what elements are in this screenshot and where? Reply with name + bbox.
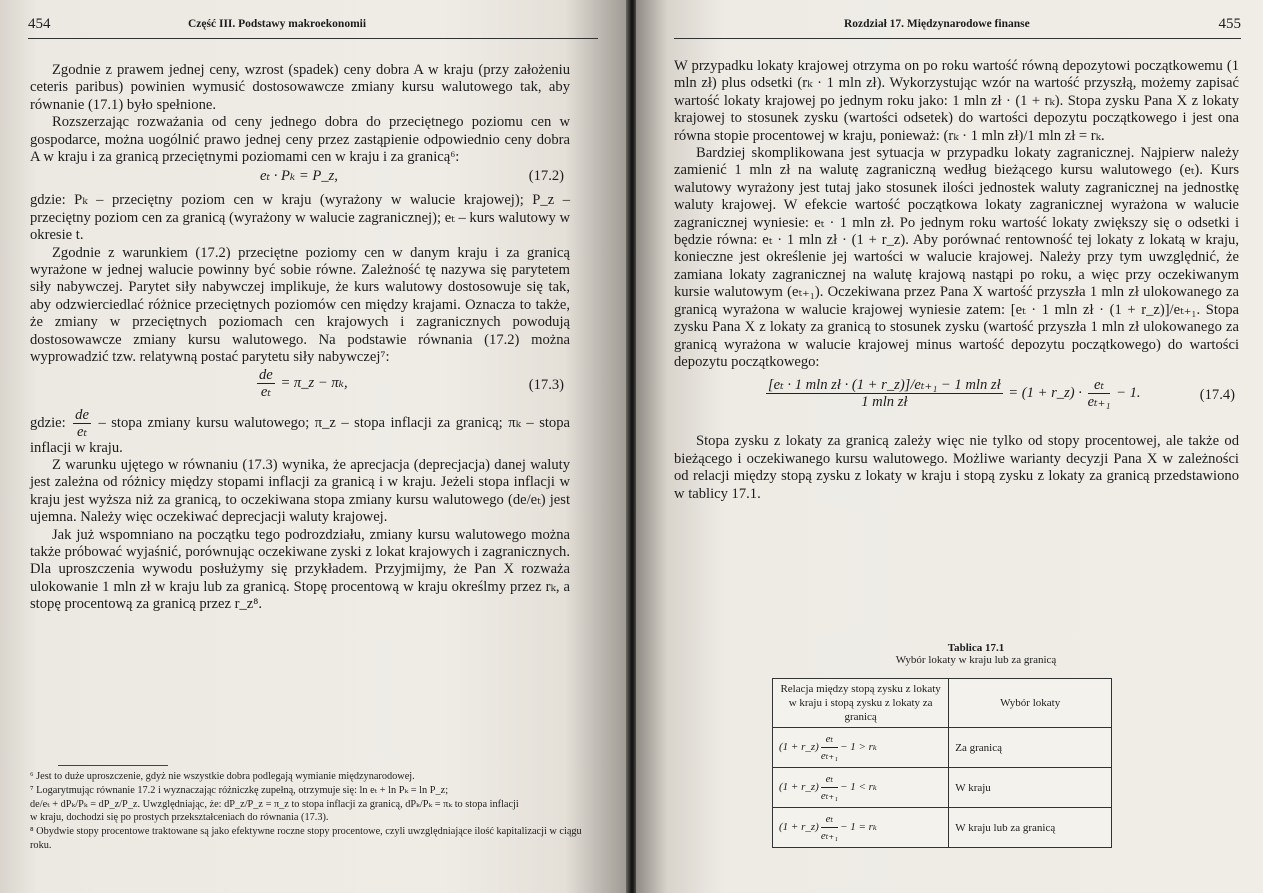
left-running-header — [28, 16, 598, 39]
right-header-title: Rozdział 17. Międzynarodowe finanse — [844, 18, 1030, 30]
table-cell-relation: (1 + r_z) $\frac{\text{eₜ}}{\text{eₜ₊₁}}$ − 1 > rₖ — [773, 728, 949, 768]
left-paragraph-4: Zgodnie z warunkiem (17.2) przeciętne poziomy cen w danym kraju i za granicą wyrażone w jednej walucie powinny być sobie równe. Zależność tę nazywa się parytetem siły nabywczej. Parytet siły nabywczej implikuje, że kurs walutowy dostosowuje się tak, aby odzwierciedlać różnice przeciętnych poziomów cen między krajami. Oznacza to także, że zmiany w przeciętnych poziomach cen krajowych i zagranicznych powodują dostosowawcze zmiany kursu walutowego. Na podstawie równania (17.2) można wyprowadzić tzw. relatywną postać parytetu siły nabywczej⁷: — [30, 244, 570, 366]
table-cell-relation: (1 + r_z) $\frac{\text{eₜ}}{\text{eₜ₊₁}}$ − 1 < rₖ — [773, 768, 949, 808]
table-cell-choice: W kraju — [949, 768, 1112, 808]
inline-fraction-de-et: $\frac{de}{\text{eₜ}}$ — [75, 406, 89, 440]
footnote-rule — [58, 765, 168, 766]
equation-17-4-main-fraction: $\frac{\text{[eₜ · 1 mln zł · (1 + r\_z)]/eₜ₊₁ − 1 mln zł}}{\text{1 mln zł}}$ — [768, 377, 1001, 411]
table-17-1 — [772, 678, 1112, 848]
equation-17-4-label: (17.4) — [1199, 387, 1235, 404]
table-17-1-label: Tablica 17.1 — [947, 642, 1005, 654]
equation-17-3-fraction: $\frac{de}{\text{eₜ}}$ — [259, 366, 273, 400]
left-header-title: Część III. Podstawy makroekonomii — [188, 18, 367, 30]
table-row — [773, 768, 1112, 808]
right-page-number: 455 — [1218, 16, 1241, 32]
left-paragraph-5: gdzie: $\frac{de}{\text{eₜ}}$ – stopa zmiany kursu walutowego; π_z – stopa inflacji za granicą; πₖ – stopa inflacji w kraju. — [30, 406, 570, 456]
equation-17-2-body: eₜ · Pₖ = P_z, — [260, 168, 338, 185]
footnote-6: ⁶ Jest to duże uproszczenie, gdyż nie wszystkie dobra podlegają wymianie międzynarodowej. — [30, 771, 415, 782]
left-page-number: 454 — [28, 16, 51, 32]
footnote-7-line-2: de/eₜ + dPₖ/Pₖ = dP_z/P_z. Uwzględniając, że: dP_z/P_z = π_z to stopa inflacji za granicą, dPₖ/Pₖ = πₖ to stopa inflacji — [30, 798, 519, 810]
left-paragraph-1: Zgodnie z prawem jednej ceny, wzrost (spadek) ceny dobra A w kraju (przy założeniu ceteris paribus) powinien wymusić dostosowawcze zmiany kursu walutowego tak, aby równanie (17.1) było spełnione. — [30, 62, 570, 113]
table-row — [773, 808, 1112, 848]
footnote-8: ⁸ Obydwie stopy procentowe traktowane są jako efektywne roczne stopy procentowe, czyli uwzględniające ilość kapitalizacji w ciągu roku. — [30, 826, 582, 851]
table-cell-choice: Za granicą — [949, 728, 1112, 768]
table-cell-relation: (1 + r_z) $\frac{\text{eₜ}}{\text{eₜ₊₁}}$ − 1 = rₖ — [773, 808, 949, 848]
left-page — [0, 0, 628, 893]
equation-17-2 — [30, 166, 570, 192]
left-paragraph-7: Jak już wspomniano na początku tego podrozdziału, zmiany kursu walutowego można także próbować wyjaśnić, porównując oczekiwane zyski z lokat krajowych i zagranicznych. Dla uproszczenia wywodu posłużymy się przykładem. Przyjmijmy, że Pan X rozważa ulokowanie 1 mln zł w kraju lub za granicą. Stopę procentową w kraju określmy przez rₖ, a stopę procentową za granicą przez r_z⁸. — [30, 526, 570, 613]
equation-17-3-label: (17.3) — [528, 376, 564, 393]
equation-17-4: $\frac{\text{[eₜ · 1 mln zł · (1 + r\_z)]/eₜ₊₁ − 1 mln zł}}{\text{1 mln zł}}$ = (1 + r_z) · $\frac{\text{eₜ}}{\text{eₜ₊₁}}$ − 1. (17.4) — [768, 377, 1235, 411]
right-paragraph-2: Bardziej skomplikowana jest sytuacja w przypadku lokaty zagranicznej. Najpierw należy zamienić 1 mln zł na walutę zagraniczną według bieżącego kursu walutowego (eₜ). Kurs walutowy wyrażony jest tutaj jako stosunek ilości jednostek waluty zagranicznej na jednostkę waluty krajowej. W efekcie wartość początkowa lokaty zagranicznej wyrażona w walucie zagranicznej wyniesie: eₜ · 1 mln zł. Po jednym roku wartość lokaty zwiększy się o odsetki i będzie równa: eₜ · 1 mln zł · (1 + r_z). Aby porównać rentowność tej lokaty z lokatą w kraju, konieczne jest określenie jej wartości w walucie krajowej. Należy przy tym uwzględnić, że zamiana lokaty zagranicznej na walutę krajową nastąpi po roku, a więc przy oczekiwanym kursie walutowym (eₜ₊₁). Oczekiwana przez Pana X wartość przyszła 1 mln zł ulokowanego za granicą wyrażona w walucie krajowej wyniesie zatem: [eₜ · 1 mln zł · (1 + r_z)]/eₜ₊₁. Stopa zysku Pana X z lokaty za granicą to stosunek zysku (wartość przyszła 1 mln zł ulokowanego za granicą wyrażona w walucie krajowej minus wartość depozytu początkowego) do wartości depozytu początkowego: — [674, 145, 1239, 370]
table-row — [773, 728, 1112, 768]
left-footnotes — [30, 770, 595, 853]
left-body — [30, 62, 570, 614]
left-paragraph-6: Z warunku ujętego w równaniu (17.3) wynika, że aprecjacja (deprecjacja) danej waluty jest zależna od różnicy między stopami inflacji za granicą i w kraju. Jeżeli stopa inflacji w kraju jest wyższa niż za granicą, to oczekiwana stopa zmiany kursu walutowego (de/eₜ) jest ujemna. Należy więc oczekiwać deprecjacji waluty krajowej. — [30, 456, 570, 526]
table-17-1-heading — [776, 642, 1176, 666]
right-paragraph-3: Stopa zysku z lokaty za granicą zależy więc nie tylko od stopy procentowej, ale także od bieżącego i oczekiwanego kursu walutowego. Możliwe warianty decyzji Pana X w zależności od relacji między stopą zysku z lokaty w kraju i stopą zysku z lokaty za granicą przedstawiono w tablicy 17.1. — [674, 433, 1239, 502]
table-cell-choice: W kraju lub za granicą — [949, 808, 1112, 848]
table-header-choice: Wybór lokaty — [949, 679, 1112, 728]
left-paragraph-3: gdzie: Pₖ – przeciętny poziom cen w kraju (wyrażony w walucie krajowej); P_z – przeciętny poziom cen za granicą (wyrażony w walucie zagranicznej); eₜ – kurs walutowy w okresie t. — [30, 192, 570, 244]
right-body — [674, 58, 1239, 503]
equation-17-2-label: (17.2) — [528, 168, 564, 185]
equation-17-3-rhs: = π_z − πₖ, — [280, 374, 348, 391]
equation-17-4-rate-fraction: $\frac{\text{eₜ}}{\text{eₜ₊₁}}$ — [1087, 377, 1111, 411]
equation-17-3 — [30, 367, 570, 407]
left-paragraph-2: Rozszerzając rozważania od ceny jednego dobra do przeciętnego poziomu cen w gospodarce, można uogólnić prawo jednej ceny przez zastąpienie odpowiednio ceny dobra A w kraju i za granicą przeciętnymi poziomami cen w kraju i za granicą⁶: — [30, 114, 570, 166]
footnote-7-line-1: ⁷ Logarytmując równanie 17.2 i wyznaczając różniczkę zupełną, otrzymuje się: ln eₜ + ln Pₖ = ln P_z; — [30, 784, 449, 796]
table-header-row — [773, 679, 1112, 728]
table-header-relation: Relacja między stopą zysku z lokaty w kraju i stopą zysku z lokaty za granicą — [773, 679, 949, 728]
right-paragraph-1: W przypadku lokaty krajowej otrzyma on po roku wartość równą depozytowi początkowemu (1 mln zł) plus odsetki (rₖ · 1 mln zł). Wykorzystując wzór na wartość przyszłą, możemy zapisać wartość lokaty krajowej po jednym roku jako: 1 mln zł · (1 + rₖ). Stopa zysku Pana X z lokaty krajowej to stosunek zysku (wartości odsetek) do wartości depozytu początkowego i jest ona równa stopie procentowej w kraju, ponieważ: (rₖ · 1 mln zł)/1 mln zł = rₖ. — [674, 58, 1239, 144]
right-running-header — [674, 16, 1241, 39]
right-page — [636, 0, 1263, 893]
footnote-7-line-3: w kraju, dochodzi się po prostych przekształceniach do równania (17.3). — [30, 812, 329, 824]
table-17-1-caption: Wybór lokaty w kraju lub za granicą — [895, 654, 1057, 666]
